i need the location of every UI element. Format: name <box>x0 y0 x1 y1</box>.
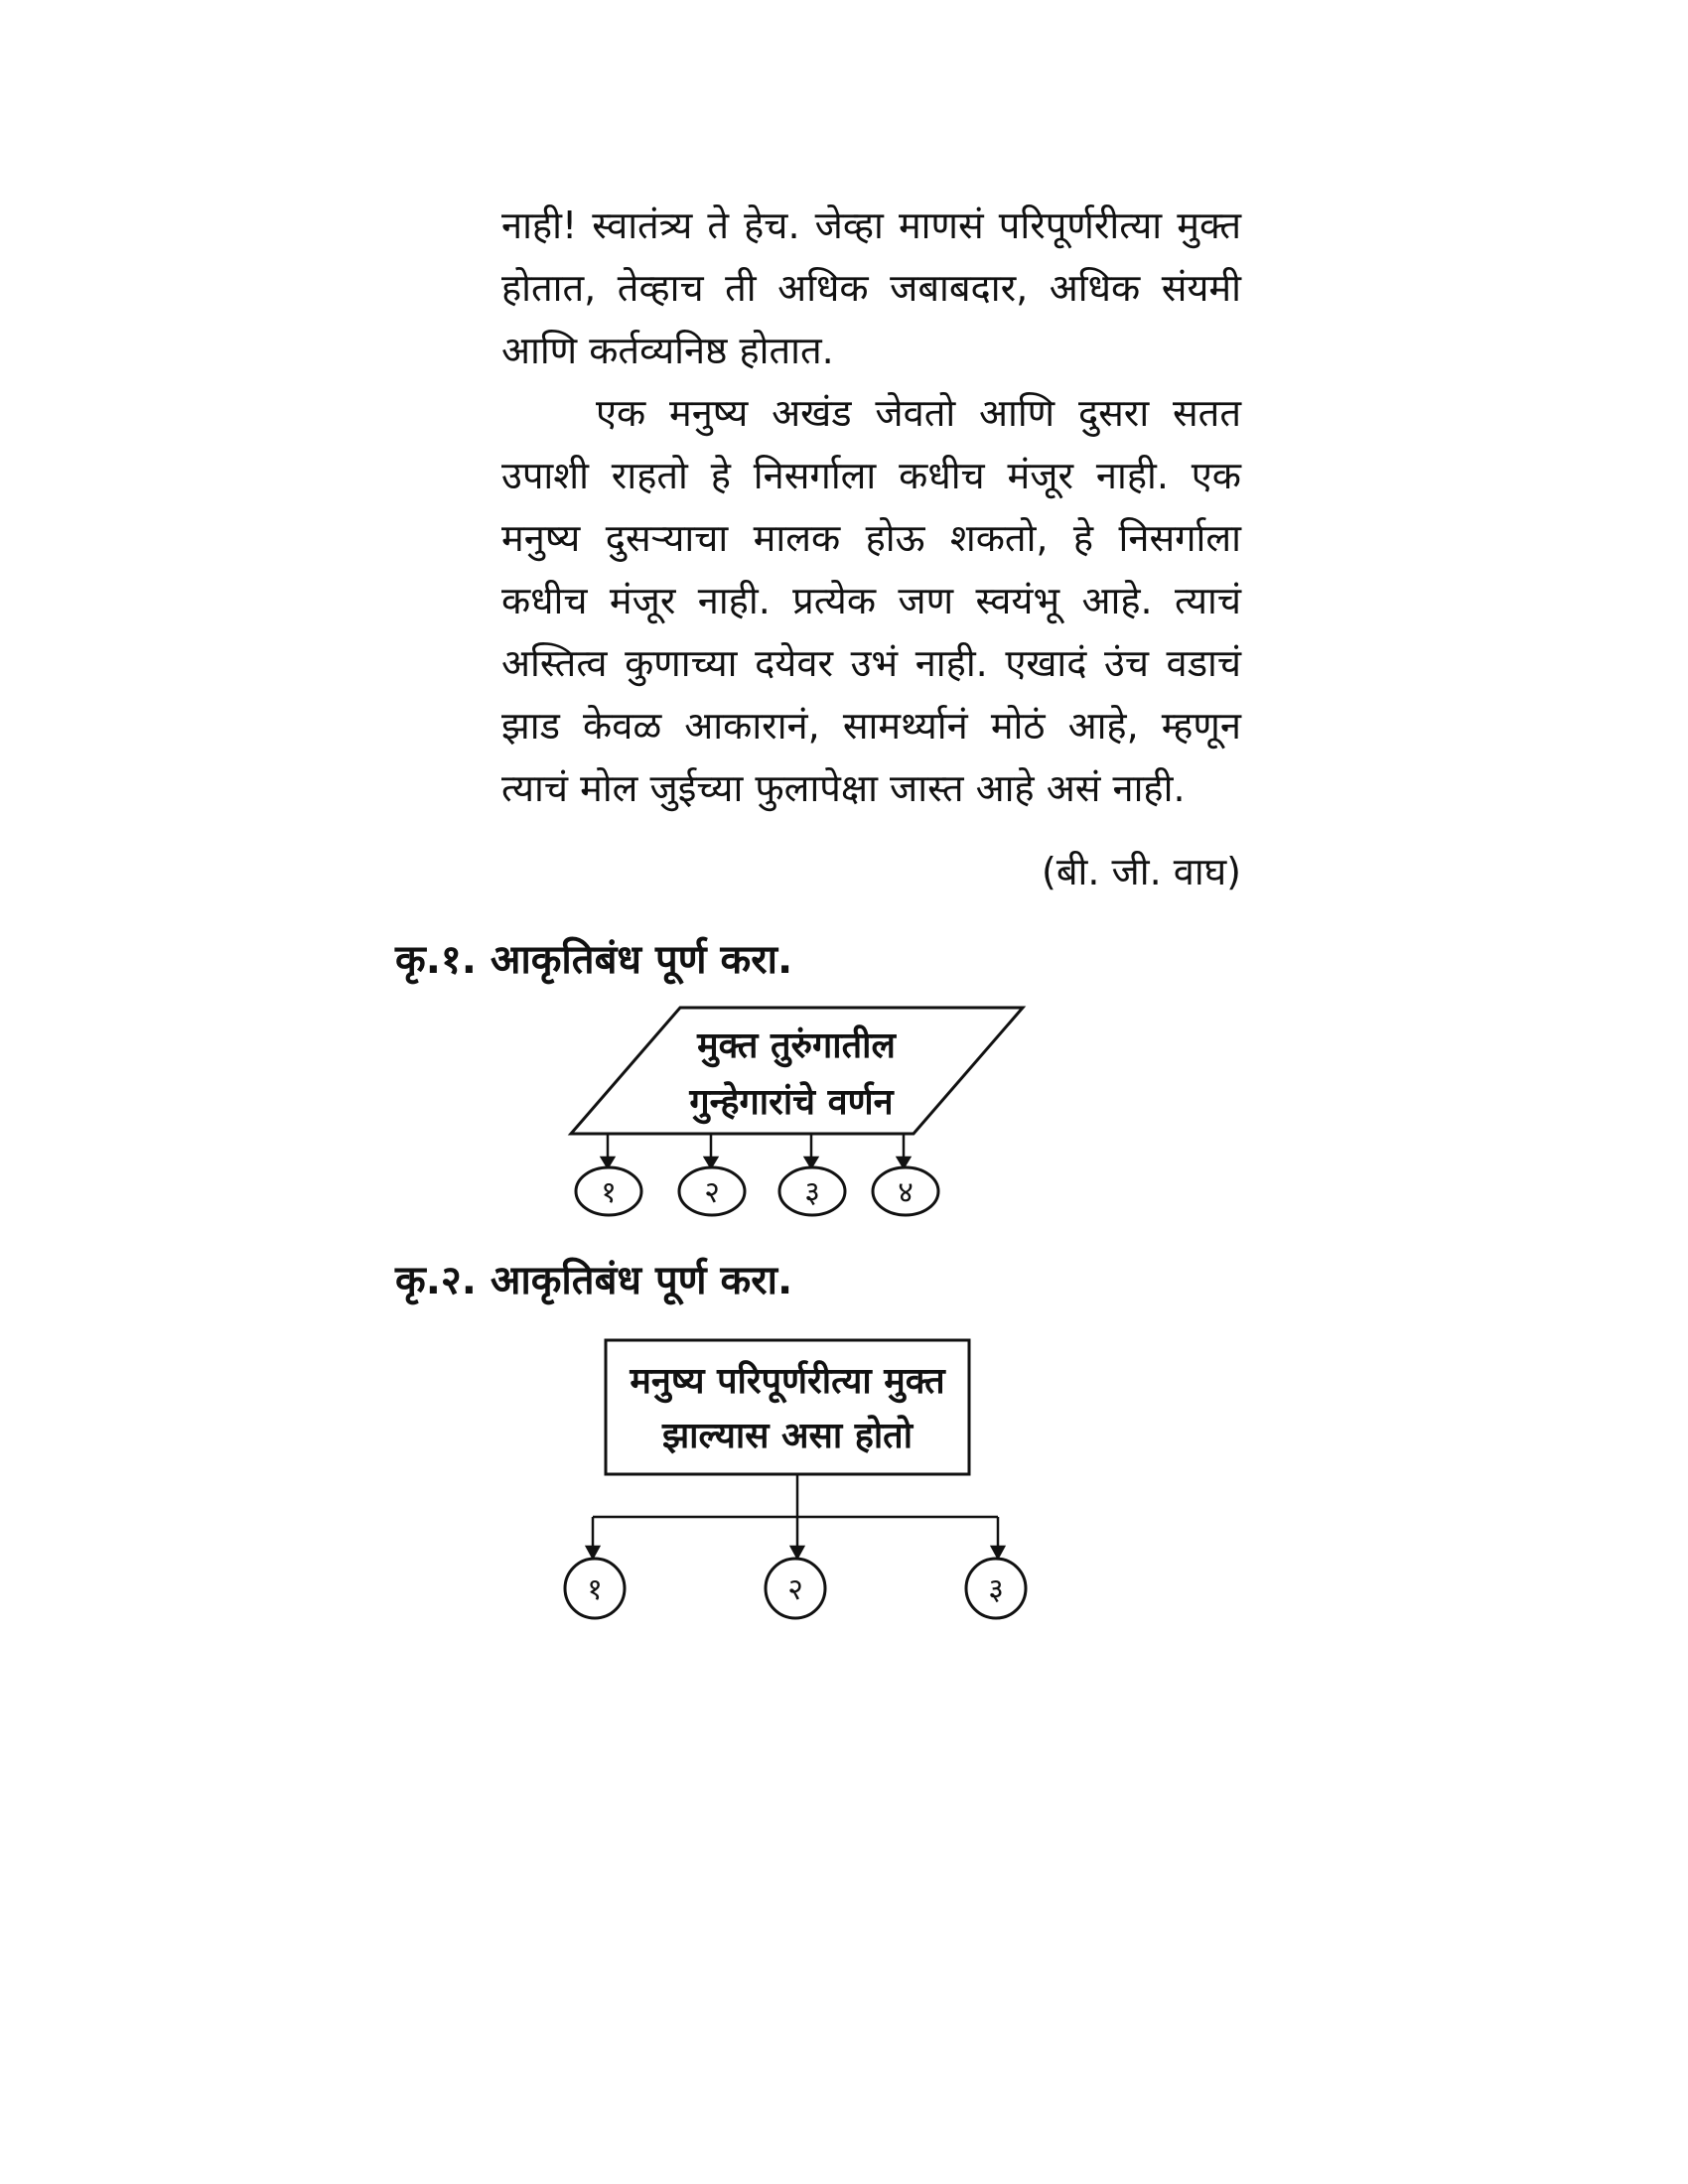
q1-circle-3 <box>779 1167 845 1215</box>
q2-connectors <box>587 1474 1004 1558</box>
q2-circle-1 <box>565 1559 625 1618</box>
q1-circle-4 <box>873 1167 938 1215</box>
passage-paragraph-2: एक मनुष्य अखंड जेवतो आणि दुसरा सतत उपाशी राहतो हे निसर्गाला कधीच मंजूर नाही. एक मनुष्य दुसऱ्याचा मालक होऊ शकतो, हे निसर्गाला कधीच मंजूर नाही. प्रत्येक जण स्वयंभू आहे. त्याचं अस्तित्व कुणाच्या दयेवर उभं नाही. एखादं उंच वडाचं झाड केवळ आकारानं, सामर्थ्यानं मोठं आहे, म्हणून त्याचं मोल जुईच्या फुलापेक्षा जास्त आहे असं नाही. <box>501 391 1241 810</box>
q1-circle-2 <box>679 1167 745 1215</box>
passage-paragraph-1: नाही! स्वातंत्र्य ते हेच. जेव्हा माणसं परिपूर्णरीत्या मुक्त होतात, तेव्हाच ती अधिक जबाबदार, अधिक संयमी आणि कर्तव्यनिष्ठ होतात. <box>501 204 1241 372</box>
q1-connectors <box>602 1134 910 1167</box>
q2-circle-3-label: ३ <box>988 1572 1004 1607</box>
q1-circle-2-label: २ <box>704 1175 720 1210</box>
q2-circle-2-label: २ <box>787 1572 803 1607</box>
q2-box-line-2: झाल्यास असा होतो <box>661 1416 914 1456</box>
q1-circle-4-label: ४ <box>898 1175 914 1210</box>
question-1-label: कृ.१. आकृतिबंध पूर्ण करा. <box>395 937 793 983</box>
q1-circle-1-label: १ <box>601 1175 617 1210</box>
q2-circle-2 <box>766 1559 825 1618</box>
question-1-diagram <box>0 1003 1688 1231</box>
q2-circle-1-label: १ <box>587 1572 603 1607</box>
question-2-diagram <box>0 1330 1688 1638</box>
q2-box-line-1: मनुष्य परिपूर्णरीत्या मुक्त <box>630 1361 945 1402</box>
q1-circle-3-label: ३ <box>804 1175 820 1210</box>
q1-box-line-1: मुक्त तुरुंगातील <box>697 1025 896 1066</box>
passage <box>501 195 1241 820</box>
q1-box-line-2: गुन्हेगारांचे वर्णन <box>689 1082 894 1123</box>
question-2-label: कृ.२. आकृतिबंध पूर्ण करा. <box>395 1258 793 1303</box>
q1-circle-1 <box>576 1167 641 1215</box>
q2-circle-3 <box>966 1559 1026 1618</box>
passage-author: (बी. जी. वाघ) <box>1042 850 1241 893</box>
